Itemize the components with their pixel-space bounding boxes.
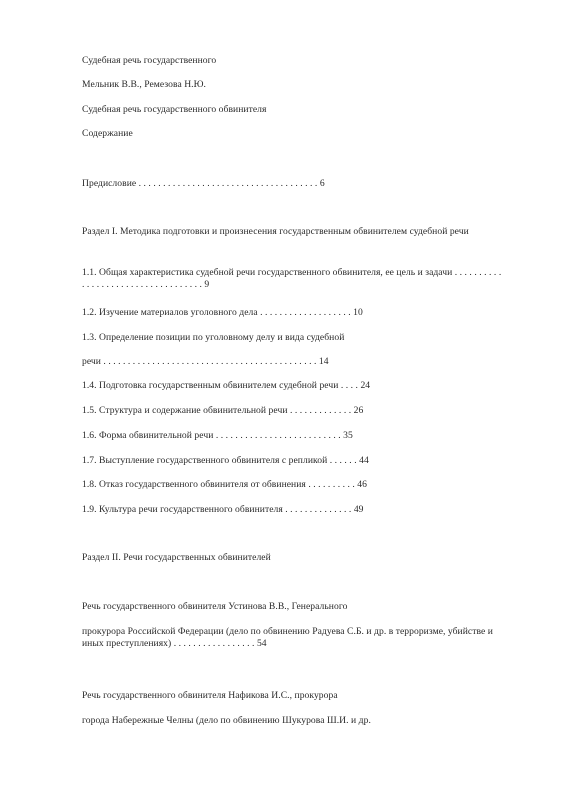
toc-item-1-3-line2: речи . . . . . . . . . . . . . . . . . . . . . . . . . . . . . . . . . . . . . . . . . . . . 14 [82,356,329,367]
toc-section-2-title: Раздел II. Речи государственных обвинителей [82,552,271,563]
toc-speech-1-line1: Речь государственного обвинителя Устинова В.В., Генерального [82,601,348,612]
toc-section-1-title: Раздел I. Методика подготовки и произнесения государственным обвинителем судебной речи [82,226,469,237]
toc-item-1-3-line1: 1.3. Определение позиции по уголовному делу и вида судебной [82,332,345,343]
toc-item-1-5: 1.5. Структура и содержание обвинительной речи . . . . . . . . . . . . . 26 [82,405,364,416]
toc-speech-2-line2: города Набережные Челны (дело по обвинению Шукурова Ш.И. и др. [82,715,371,726]
toc-preface: Предисловие . . . . . . . . . . . . . . . . . . . . . . . . . . . . . . . . . . . . . 6 [82,178,325,189]
toc-item-1-7: 1.7. Выступление государственного обвинителя с репликой . . . . . . 44 [82,455,369,466]
toc-item-1-4: 1.4. Подготовка государственным обвинителем судебной речи . . . . 24 [82,380,371,391]
toc-item-1-6: 1.6. Форма обвинительной речи . . . . . . . . . . . . . . . . . . . . . . . . . . 35 [82,430,353,441]
toc-item-1-1: 1.1. Общая характеристика судебной речи государственного обвинителя, ее цель и задачи . . . . . . . . . . . . . . . . . . . . . . . . . . . . . . . . . . . 9 [82,267,502,290]
toc-speech-1-line2: прокурора Российской Федерации (дело по обвинению Радуева С.Б. и др. в терроризме, убийстве и иных преступлениях) . . . . . . . . . . . . . . . . . 54 [82,626,493,649]
contents-heading: Содержание [82,128,133,139]
doc-title: Судебная речь государственного [82,55,217,66]
toc-speech-2-line1: Речь государственного обвинителя Нафикова И.С., прокурора [82,690,338,701]
doc-subtitle: Судебная речь государственного обвинителя [82,104,267,115]
toc-item-1-2: 1.2. Изучение материалов уголовного дела . . . . . . . . . . . . . . . . . . . 10 [82,307,363,318]
toc-item-1-9: 1.9. Культура речи государственного обвинителя . . . . . . . . . . . . . . 49 [82,504,364,515]
doc-authors: Мельник В.В., Ремезова Н.Ю. [82,79,206,90]
toc-item-1-8: 1.8. Отказ государственного обвинителя от обвинения . . . . . . . . . . 46 [82,479,367,490]
